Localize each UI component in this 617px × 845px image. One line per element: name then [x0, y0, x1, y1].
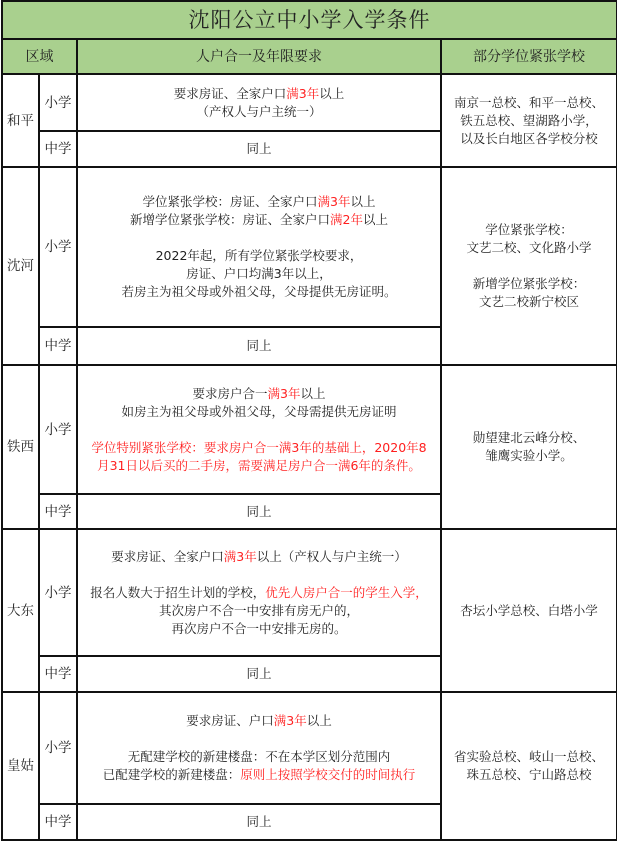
requirement-line: [78, 385, 440, 403]
district-cell: 大东: [2, 529, 39, 692]
header-district: 区域: [2, 39, 77, 74]
requirement-cell: [77, 529, 441, 656]
district-cell: 和平: [2, 74, 39, 167]
level-middle: 中学: [39, 804, 77, 840]
level-primary: 小学: [39, 74, 77, 131]
district-cell: 铁西: [2, 365, 39, 529]
school-line: 杏坛小学总校、白塔小学: [460, 602, 598, 618]
requirement-line: 2022年起，所有学位紧张学校要求，: [155, 248, 363, 263]
schools-cell: [441, 365, 617, 529]
highlight-text: 优先人房户合一的学生入学，: [265, 584, 428, 600]
table-row-tiexi-primary: [2, 365, 617, 494]
text: 要求房证、全家户口: [111, 548, 224, 564]
requirement-line: 其次房户不合一中安排有房无户的，: [158, 602, 359, 618]
text: 已配建学校的新建楼盘：: [102, 767, 241, 782]
requirement-cell: 同上: [77, 131, 441, 167]
district-cell: 皇姑: [2, 692, 39, 840]
highlight-text: 月31日以后买的二手房，需要满足房户合一满6年的条件。: [97, 457, 421, 473]
text: 要求房证、全家户口: [173, 85, 287, 101]
requirement-line: 房证、户口均满3年以上，: [186, 266, 332, 281]
school-line: 省实验总校、岐山一总校、: [453, 749, 604, 764]
highlight-text: 满3年: [273, 713, 307, 728]
highlight-text: 满3年: [286, 85, 320, 101]
level-primary: 小学: [39, 529, 77, 656]
requirement-cell: [77, 74, 441, 131]
spacer: [78, 730, 440, 748]
requirement-cell: 同上: [77, 494, 441, 529]
highlight-text: 学位特别紧张学校：要求房户合一满3年的基础上，2020年8: [91, 439, 427, 455]
spacer: [78, 229, 440, 247]
text: 要求房证、户口: [186, 713, 274, 728]
text: 以上: [319, 85, 345, 101]
level-middle: 中学: [39, 494, 77, 529]
text: 以上: [300, 385, 326, 401]
header-requirement: 人户合一及年限要求: [77, 39, 441, 74]
text: 以上: [350, 194, 376, 209]
text: 以上（产权人与户主统一）: [256, 548, 407, 564]
table-row-shenhe-primary: [2, 167, 617, 327]
title-row: [2, 1, 617, 39]
schools-cell: [441, 692, 617, 840]
header-schools: 部分学位紧张学校: [441, 39, 617, 74]
requirement-line: [78, 85, 440, 103]
requirement-line: [78, 211, 440, 229]
level-primary: 小学: [39, 692, 77, 804]
table-row-dadong-primary: [2, 529, 617, 656]
requirement-line: 无配建学校的新建楼盘：不在本学区划分范围内: [127, 749, 391, 764]
school-line: 南京一总校、和平一总校、: [453, 94, 604, 110]
schools-cell: [441, 167, 617, 365]
requirement-line: [78, 193, 440, 211]
requirement-line: 再次房户不合一中安排无房的。: [171, 620, 347, 636]
highlight-text: 满2年: [330, 212, 363, 227]
requirement-cell: 同上: [77, 656, 441, 692]
highlight-text: 满3年: [267, 385, 301, 401]
requirement-cell: [77, 167, 441, 327]
highlight-text: 原则上按照学校交付的时间执行: [240, 767, 416, 782]
schools-cell: [441, 74, 617, 167]
level-middle: 中学: [39, 131, 77, 167]
requirement-cell: [77, 365, 441, 494]
admission-conditions-table: [1, 0, 617, 841]
spacer: [78, 421, 440, 439]
requirement-line: （产权人与户主统一）: [196, 103, 322, 119]
level-middle: 中学: [39, 327, 77, 365]
text: 以上: [362, 212, 388, 227]
spacer: [78, 566, 440, 584]
text: 要求房户合一: [192, 385, 268, 401]
table-row-heping-primary: [2, 74, 617, 131]
district-cell: 沈河: [2, 167, 39, 365]
school-line: 新增学位紧张学校：: [472, 276, 586, 291]
highlight-text: 满3年: [317, 194, 351, 209]
school-line: 雏鹰实验小学。: [485, 448, 573, 463]
level-primary: 小学: [39, 365, 77, 494]
requirement-line: 若房主为祖父母或外祖父母，父母提供无房证明。: [121, 284, 397, 299]
text: 以上: [306, 713, 332, 728]
requirement-line: [78, 712, 440, 730]
schools-cell: [441, 529, 617, 692]
requirement-line: [78, 584, 440, 602]
header-row: [2, 39, 617, 74]
level-primary: 小学: [39, 167, 77, 327]
table-row-huanggu-primary: [2, 692, 617, 804]
text: 报名人数大于招生计划的学校，: [90, 584, 266, 600]
school-line: 文艺二校、文化路小学: [466, 240, 592, 255]
level-middle: 中学: [39, 656, 77, 692]
page-title: 沈阳公立中小学入学条件: [2, 1, 617, 39]
school-line: 学位紧张学校：: [485, 222, 573, 237]
requirement-cell: [77, 692, 441, 804]
school-line: 文艺二校新宁校区: [478, 294, 579, 309]
requirement-cell: 同上: [77, 327, 441, 365]
school-line: 铁五总校、望湖路小学，: [460, 112, 598, 128]
school-line: 以及长白地区各学校分校: [460, 130, 598, 146]
requirement-line: [78, 548, 440, 566]
school-line: 珠五总校、宁山路总校: [466, 767, 592, 782]
text: 新增学位紧张学校：房证、全家户口: [130, 212, 331, 227]
highlight-text: 满3年: [223, 548, 257, 564]
requirement-line: [78, 766, 440, 784]
requirement-line: 如房主为祖父母或外祖父母，父母需提供无房证明: [121, 403, 397, 419]
spacer: [442, 257, 616, 275]
school-line: 勋望建北云峰分校、: [472, 430, 586, 445]
requirement-cell: 同上: [77, 804, 441, 840]
text: 学位紧张学校：房证、全家户口: [142, 194, 318, 209]
